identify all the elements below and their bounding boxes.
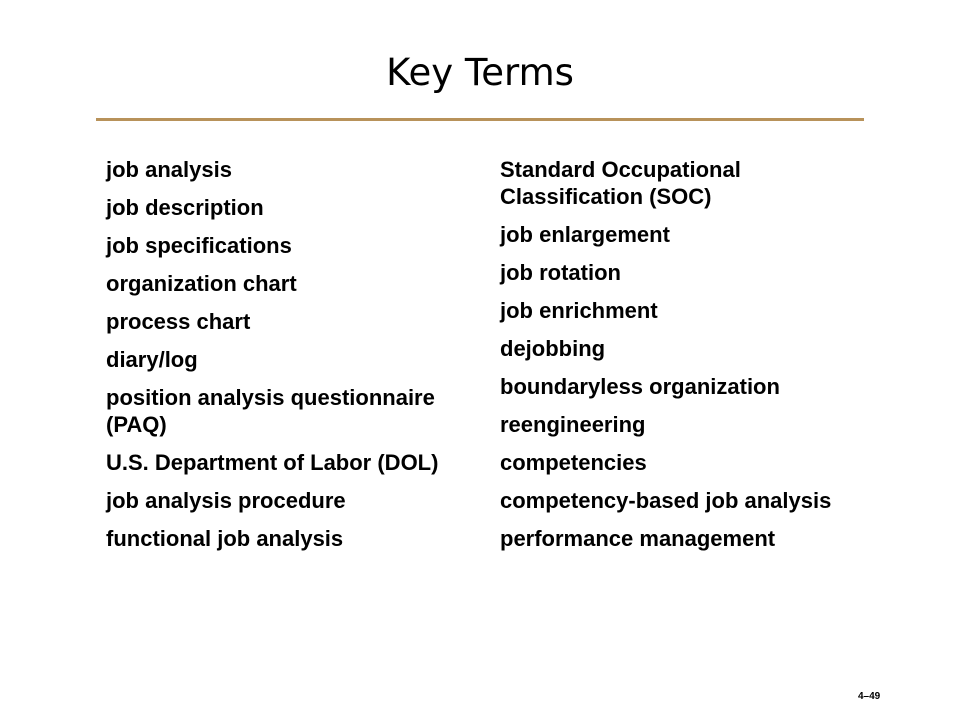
term-item: diary/log (106, 347, 198, 372)
title-divider (96, 118, 864, 121)
term-item: job specifications (106, 233, 292, 258)
term-item: job enrichment (500, 298, 658, 323)
term-item: position analysis questionnaire (PAQ) (106, 385, 435, 437)
term-item: functional job analysis (106, 526, 344, 551)
term-item: job analysis procedure (106, 488, 346, 513)
term-item: competencies (500, 450, 647, 475)
terms-list-right (500, 156, 870, 563)
slide-title: Key Terms (386, 51, 574, 94)
term-item: job analysis (106, 157, 232, 182)
term-item: competency-based job analysis (500, 488, 832, 513)
term-item: boundaryless organization (500, 374, 780, 399)
term-item: reengineering (500, 412, 646, 437)
term-item: job rotation (500, 260, 621, 285)
term-item: job description (106, 195, 264, 220)
term-item: dejobbing (500, 336, 606, 361)
term-item: performance management (500, 526, 776, 551)
slide-number: 4–49 (858, 691, 881, 702)
term-item: Standard Occupational Classification (SOC) (500, 157, 741, 209)
term-item: job enlargement (500, 222, 670, 247)
terms-list-left (106, 156, 456, 563)
term-item: organization chart (106, 271, 297, 296)
term-item: process chart (106, 309, 251, 334)
term-item: U.S. Department of Labor (DOL) (106, 450, 439, 475)
